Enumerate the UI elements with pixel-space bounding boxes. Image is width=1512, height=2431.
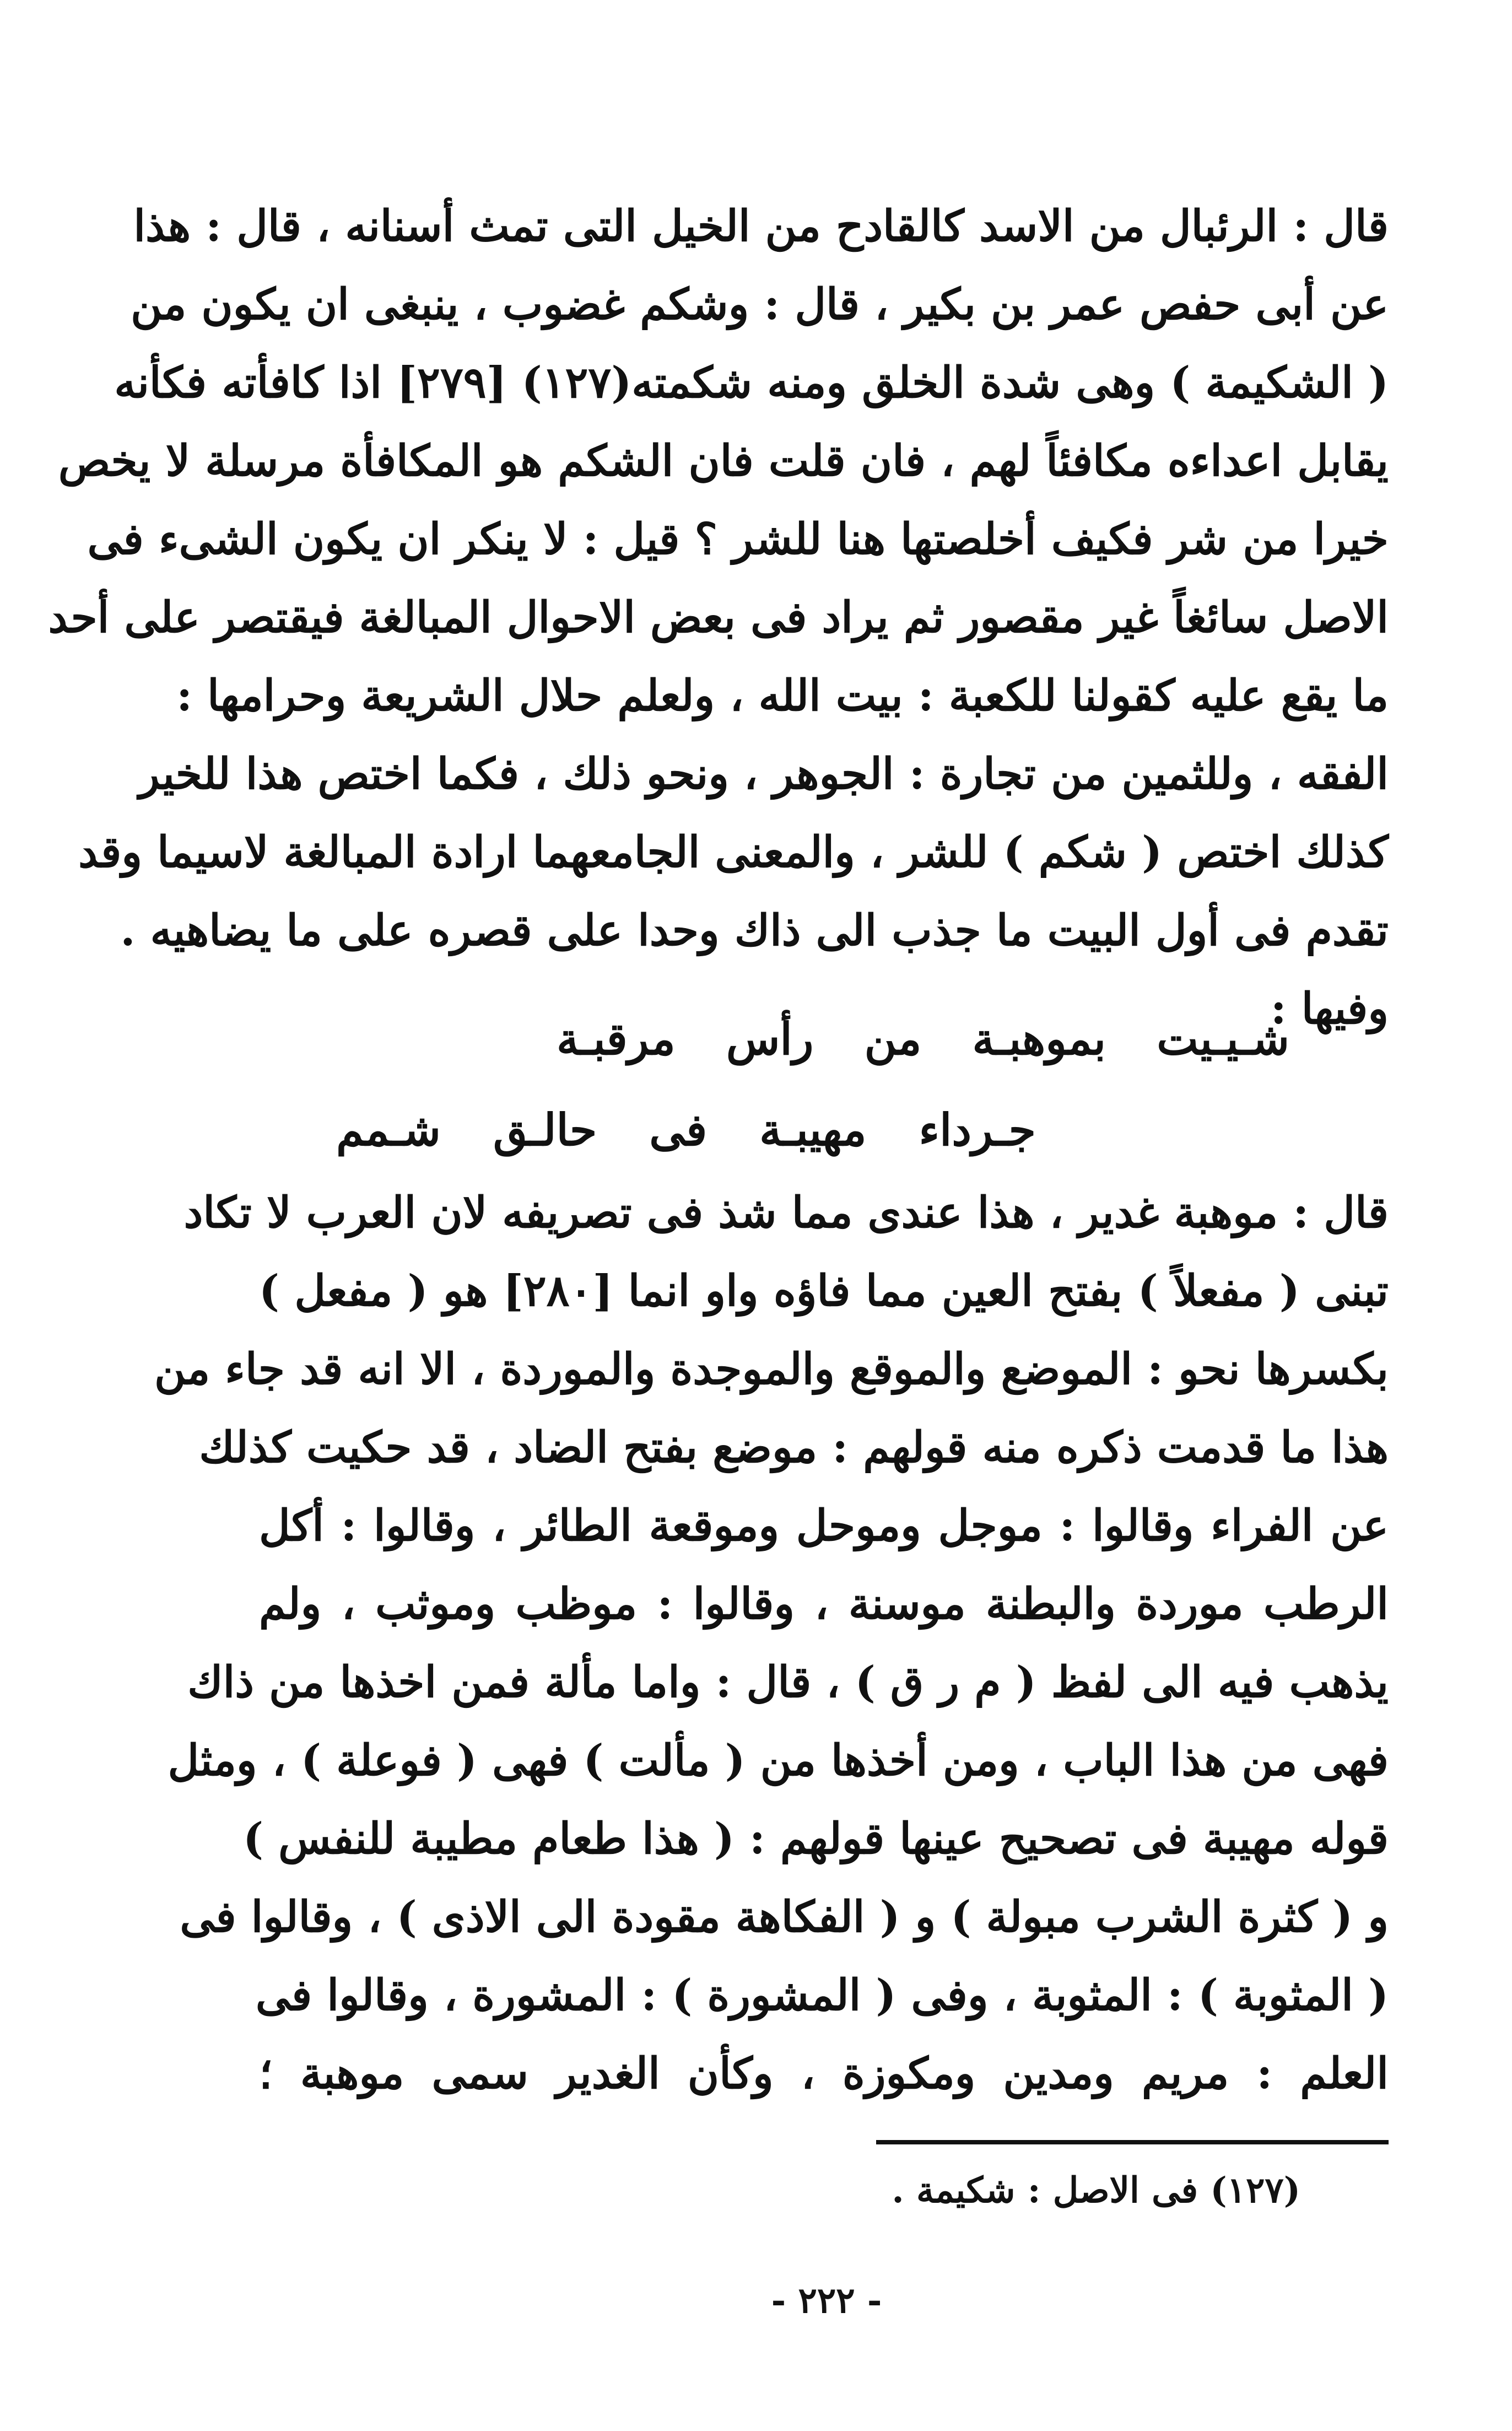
paragraph-2 xyxy=(154,1174,1389,2113)
text-line: يقابل اعداءه مكافئاً لهم ، فان قلت فان الشكم هو المكافأة مرسلة لا يخص xyxy=(58,436,1389,486)
verse-line-2: جـرداء مهيبـة فى حالـق شـمم xyxy=(336,1104,1036,1156)
text-line: و ( كثرة الشرب مبولة ) و ( الفكاهة مقودة الى الاذى ) ، وقالوا فى xyxy=(180,1892,1389,1942)
footnote-divider xyxy=(876,2140,1389,2144)
text-line: الفقه ، وللثمين من تجارة : الجوهر ، ونحو ذلك ، فكما اختص هذا للخير xyxy=(139,749,1389,799)
text-line: الرطب موردة والبطنة موسنة ، وقالوا : موظب وموثب ، ولم xyxy=(259,1579,1389,1629)
text-line: يذهب فيه الى لفظ ( م ر ق ) ، قال : واما مألة فمن اخذها من ذاك xyxy=(187,1657,1389,1707)
text-line: الاصل سائغاً غير مقصور ثم يراد فى بعض الاحوال المبالغة فيقتصر على أحد xyxy=(48,592,1389,643)
text-line: فهى من هذا الباب ، ومن أخذها من ( مألت ) فهى ( فوعلة ) ، ومثل xyxy=(168,1735,1389,1786)
text-line: ( الشكيمة ) وهى شدة الخلق ومنه شكمته(١٢٧) [٢٧٩] اذا كافأته فكأنه xyxy=(114,358,1389,408)
text-line: خيرا من شر فكيف أخلصتها هنا للشر ؟ قيل : لا ينكر ان يكون الشىء فى xyxy=(87,514,1389,564)
text-line: تبنى ( مفعلاً ) بفتح العين مما فاؤه واو انما [٢٨٠] هو ( مفعل ) xyxy=(259,1266,1389,1316)
text-line: عن الفراء وقالوا : موجل وموحل وموقعة الطائر ، وقالوا : أكل xyxy=(259,1501,1389,1551)
text-line: ( المثوبة ) : المثوبة ، وفى ( المشورة ) : المشورة ، وقالوا فى xyxy=(255,1970,1389,2020)
text-line: عن أبى حفص عمر بن بكير ، قال : وشكم غضوب ، ينبغى ان يكون من xyxy=(131,279,1389,330)
text-line: كذلك اختص ( شكم ) للشر ، والمعنى الجامعهما ارادة المبالغة لاسيما وقد xyxy=(78,827,1389,877)
paragraph-1 xyxy=(48,187,1389,1048)
text-line: قال : موهبة غدير ، هذا عندى مما شذ فى تصريفه لان العرب لا تكاد xyxy=(183,1188,1389,1238)
text-line: تقدم فى أول البيت ما جذب الى ذاك وحدا على قصره على ما يضاهيه . xyxy=(120,905,1389,956)
verse-line-1: شـيـيت بموهبـة من رأس مرقبـة xyxy=(557,1013,1289,1065)
page-number: - ٢٢٢ - xyxy=(771,2280,882,2321)
footnote: (١٢٧) فى الاصل : شكيمة . xyxy=(892,2170,1300,2211)
text-line: هذا ما قدمت ذكره منه قولهم : موضع بفتح الضاد ، قد حكيت كذلك xyxy=(199,1422,1389,1473)
text-line: قوله مهيبة فى تصحيح عينها قولهم : ( هذا طعام مطيبة للنفس ) xyxy=(243,1814,1389,1864)
text-line: العلم : مريم ومدين ومكوزة ، وكأن الغدير سمى موهبة ؛ xyxy=(259,2049,1389,2099)
text-line: قال : الرئبال من الاسد كالقادح من الخيل التى تمث أسنانه ، قال : هذا xyxy=(133,201,1389,251)
text-line: بكسرها نحو : الموضع والموقع والموجدة والموردة ، الا انه قد جاء من xyxy=(154,1344,1389,1394)
text-line: وفيها : xyxy=(1270,984,1389,1034)
text-line: ما يقع عليه كقولنا للكعبة : بيت الله ، ولعلم حلال الشريعة وحرامها : xyxy=(176,671,1389,721)
